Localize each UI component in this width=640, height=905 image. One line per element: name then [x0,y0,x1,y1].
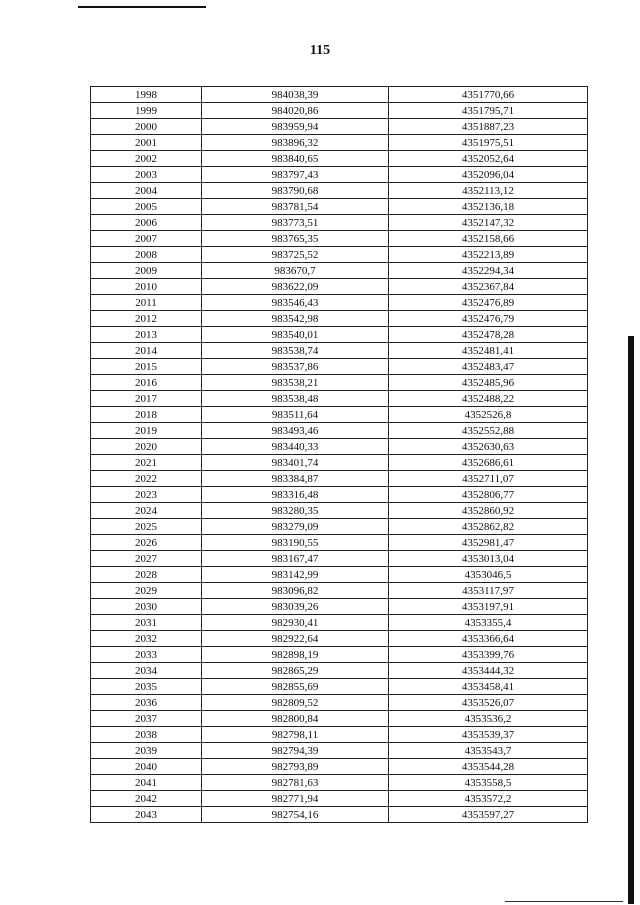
value-b-cell: 4353572,2 [389,791,588,807]
value-b-cell: 4352213,89 [389,247,588,263]
table-row [91,679,588,695]
value-b-cell: 4352483,47 [389,359,588,375]
value-b-cell: 4352552,88 [389,423,588,439]
value-a-cell: 983773,51 [202,215,389,231]
table-row [91,247,588,263]
table-row [91,775,588,791]
value-b-cell: 4353046,5 [389,567,588,583]
year-cell: 2040 [91,759,202,775]
value-b-cell: 4353444,32 [389,663,588,679]
table-row [91,327,588,343]
value-b-cell: 4352485,96 [389,375,588,391]
year-cell: 2010 [91,279,202,295]
value-b-cell: 4353117,97 [389,583,588,599]
value-b-cell: 4351795,71 [389,103,588,119]
table-row [91,167,588,183]
year-cell: 2041 [91,775,202,791]
value-a-cell: 983190,55 [202,535,389,551]
year-cell: 2024 [91,503,202,519]
value-b-cell: 4352294,34 [389,263,588,279]
table-row [91,295,588,311]
year-cell: 2027 [91,551,202,567]
table-row [91,311,588,327]
year-cell: 2007 [91,231,202,247]
year-cell: 2021 [91,455,202,471]
value-b-cell: 4352158,66 [389,231,588,247]
value-a-cell: 982793,89 [202,759,389,775]
value-a-cell: 983537,86 [202,359,389,375]
table-row [91,423,588,439]
table-row [91,551,588,567]
value-a-cell: 983280,35 [202,503,389,519]
value-b-cell: 4352862,82 [389,519,588,535]
value-a-cell: 983316,48 [202,487,389,503]
year-cell: 2003 [91,167,202,183]
value-b-cell: 4353366,64 [389,631,588,647]
table-row [91,663,588,679]
value-a-cell: 983142,99 [202,567,389,583]
value-a-cell: 982800,84 [202,711,389,727]
value-b-cell: 4353543,7 [389,743,588,759]
table-row [91,711,588,727]
table-row [91,503,588,519]
year-cell: 2018 [91,407,202,423]
table-row [91,151,588,167]
year-cell: 2031 [91,615,202,631]
scan-edge-bar [628,336,634,904]
value-b-cell: 4353399,76 [389,647,588,663]
value-a-cell: 983384,87 [202,471,389,487]
year-cell: 2012 [91,311,202,327]
year-cell: 2032 [91,631,202,647]
year-cell: 2036 [91,695,202,711]
value-b-cell: 4352367,84 [389,279,588,295]
value-a-cell: 983279,09 [202,519,389,535]
year-cell: 2026 [91,535,202,551]
value-a-cell: 983622,09 [202,279,389,295]
value-b-cell: 4352478,28 [389,327,588,343]
value-a-cell: 983440,33 [202,439,389,455]
table-row [91,743,588,759]
year-cell: 2042 [91,791,202,807]
year-cell: 2037 [91,711,202,727]
table-row [91,279,588,295]
value-b-cell: 4352052,64 [389,151,588,167]
year-cell: 2019 [91,423,202,439]
value-a-cell: 983493,46 [202,423,389,439]
value-a-cell: 983540,01 [202,327,389,343]
value-a-cell: 983511,64 [202,407,389,423]
year-cell: 2030 [91,599,202,615]
value-b-cell: 4353526,07 [389,695,588,711]
year-cell: 1998 [91,87,202,103]
value-a-cell: 982922,64 [202,631,389,647]
table-row [91,119,588,135]
year-cell: 2023 [91,487,202,503]
table-row [91,807,588,823]
value-b-cell: 4352686,61 [389,455,588,471]
table-row [91,727,588,743]
year-cell: 2022 [91,471,202,487]
value-a-cell: 983896,32 [202,135,389,151]
year-cell: 2034 [91,663,202,679]
value-a-cell: 982898,19 [202,647,389,663]
table-row [91,695,588,711]
value-b-cell: 4352526,8 [389,407,588,423]
value-a-cell: 984038,39 [202,87,389,103]
table-row [91,791,588,807]
value-a-cell: 982930,41 [202,615,389,631]
year-cell: 2004 [91,183,202,199]
value-a-cell: 983039,26 [202,599,389,615]
value-a-cell: 983538,48 [202,391,389,407]
table-row [91,231,588,247]
value-a-cell: 983725,52 [202,247,389,263]
table-row [91,343,588,359]
table-row [91,87,588,103]
table-row [91,375,588,391]
table-row [91,631,588,647]
value-b-cell: 4351975,51 [389,135,588,151]
year-cell: 1999 [91,103,202,119]
value-b-cell: 4353597,27 [389,807,588,823]
table-body [91,87,588,823]
table-row [91,455,588,471]
year-cell: 2020 [91,439,202,455]
year-cell: 2013 [91,327,202,343]
value-a-cell: 983096,82 [202,583,389,599]
table-row [91,183,588,199]
value-a-cell: 982754,16 [202,807,389,823]
table-row [91,439,588,455]
value-a-cell: 983959,94 [202,119,389,135]
year-cell: 2000 [91,119,202,135]
top-rule [78,6,206,8]
value-b-cell: 4352488,22 [389,391,588,407]
year-cell: 2006 [91,215,202,231]
value-b-cell: 4353458,41 [389,679,588,695]
value-b-cell: 4352711,07 [389,471,588,487]
table-row [91,103,588,119]
value-b-cell: 4353558,5 [389,775,588,791]
value-a-cell: 983781,54 [202,199,389,215]
table-row [91,583,588,599]
table-row [91,471,588,487]
value-a-cell: 983840,65 [202,151,389,167]
value-b-cell: 4353539,37 [389,727,588,743]
value-b-cell: 4352981,47 [389,535,588,551]
year-cell: 2015 [91,359,202,375]
value-a-cell: 983546,43 [202,295,389,311]
table-row [91,615,588,631]
value-a-cell: 982781,63 [202,775,389,791]
value-b-cell: 4351887,23 [389,119,588,135]
table-row [91,135,588,151]
table-row [91,647,588,663]
table-row [91,391,588,407]
year-cell: 2016 [91,375,202,391]
year-cell: 2001 [91,135,202,151]
value-a-cell: 983797,43 [202,167,389,183]
table-row [91,359,588,375]
table-row [91,535,588,551]
value-b-cell: 4353536,2 [389,711,588,727]
year-cell: 2025 [91,519,202,535]
value-a-cell: 982809,52 [202,695,389,711]
table-row [91,759,588,775]
page-number: 115 [309,43,331,58]
value-a-cell: 982794,39 [202,743,389,759]
value-b-cell: 4353544,28 [389,759,588,775]
bottom-rule [505,901,623,902]
value-b-cell: 4352096,04 [389,167,588,183]
year-cell: 2028 [91,567,202,583]
year-cell: 2043 [91,807,202,823]
table-row [91,407,588,423]
value-b-cell: 4352113,12 [389,183,588,199]
value-a-cell: 982798,11 [202,727,389,743]
value-a-cell: 983790,68 [202,183,389,199]
table-row [91,199,588,215]
value-a-cell: 982855,69 [202,679,389,695]
year-cell: 2038 [91,727,202,743]
value-b-cell: 4352476,89 [389,295,588,311]
year-cell: 2017 [91,391,202,407]
year-cell: 2029 [91,583,202,599]
year-cell: 2002 [91,151,202,167]
year-cell: 2011 [91,295,202,311]
value-a-cell: 983765,35 [202,231,389,247]
table-row [91,519,588,535]
value-b-cell: 4352476,79 [389,311,588,327]
year-cell: 2035 [91,679,202,695]
value-a-cell: 983670,7 [202,263,389,279]
value-b-cell: 4353355,4 [389,615,588,631]
value-b-cell: 4352630,63 [389,439,588,455]
value-a-cell: 983538,21 [202,375,389,391]
value-a-cell: 984020,86 [202,103,389,119]
value-b-cell: 4352860,92 [389,503,588,519]
coordinates-table [90,86,588,823]
value-b-cell: 4351770,66 [389,87,588,103]
year-cell: 2009 [91,263,202,279]
value-b-cell: 4352147,32 [389,215,588,231]
value-b-cell: 4353197,91 [389,599,588,615]
value-a-cell: 982771,94 [202,791,389,807]
table-row [91,215,588,231]
table-row [91,263,588,279]
table-row [91,599,588,615]
value-a-cell: 983542,98 [202,311,389,327]
year-cell: 2033 [91,647,202,663]
value-a-cell: 983167,47 [202,551,389,567]
table-row [91,567,588,583]
value-b-cell: 4352136,18 [389,199,588,215]
value-a-cell: 982865,29 [202,663,389,679]
year-cell: 2005 [91,199,202,215]
value-b-cell: 4352806,77 [389,487,588,503]
table-row [91,487,588,503]
value-a-cell: 983401,74 [202,455,389,471]
value-b-cell: 4353013,04 [389,551,588,567]
year-cell: 2008 [91,247,202,263]
year-cell: 2014 [91,343,202,359]
value-a-cell: 983538,74 [202,343,389,359]
value-b-cell: 4352481,41 [389,343,588,359]
year-cell: 2039 [91,743,202,759]
